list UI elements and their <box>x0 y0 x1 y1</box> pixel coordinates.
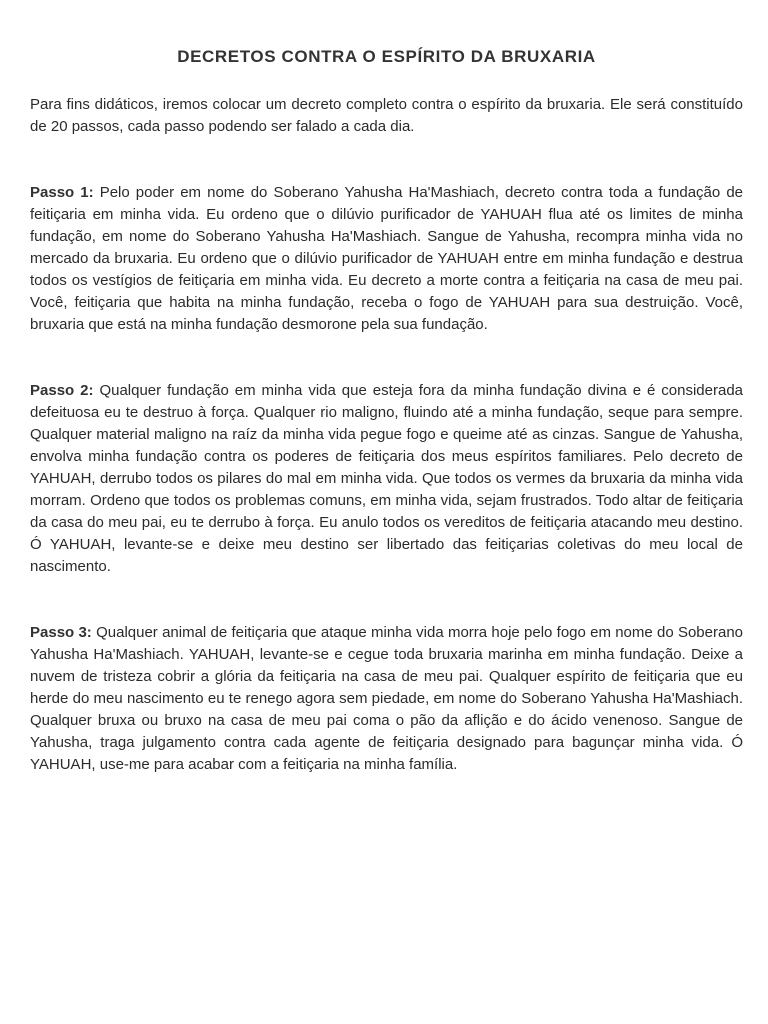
step-2-text: Qualquer fundação em minha vida que esteja fora da minha fundação divina e é considerada defeituosa eu te destruo à força. Qualquer rio maligno, fluindo até a minha fundação, seque para sempre. Qualquer material maligno na raíz da minha vida pegue fogo e queime até as cinzas. Sangue de Yahusha, envolva minha fundação contra os poderes de feitiçaria dos meus espíritos familiares. Pelo decreto de YAHUAH, derrubo todos os pilares do mal em minha vida. Que todos os vermes da bruxaria da minha vida morram. Ordeno que todos os problemas comuns, em minha vida, sejam frustrados. Todo altar de feitiçaria da casa do meu pai, eu te derrubo à força. Eu anulo todos os vereditos de feitiçaria atacando meu destino. Ó YAHUAH, levante-se e deixe meu destino ser libertado das feitiçarias coletivas do meu local de nascimento. <box>30 382 744 575</box>
step-3-text: Qualquer animal de feitiçaria que ataque minha vida morra hoje pelo fogo em nome do Soberano Yahusha Ha'Mashiach. YAHUAH, levante-se e cegue toda bruxaria marinha em minha fundação. Deixe a nuvem de tristeza cobrir a glória da feitiçaria na casa de meu pai. Qualquer espírito de feitiçaria que eu herde do meu nascimento eu te renego agora sem piedade, em nome do Soberano Yahusha Ha'Mashiach. Qualquer bruxa ou bruxo na casa de meu pai coma o pão da aflição e do ácido venenoso. Sangue de Yahusha, traga julgamento contra cada agente de feitiçaria designado para bagunçar minha vida. Ó YAHUAH, use-me para acabar com a feitiçaria na minha família. <box>30 624 744 773</box>
document-title: DECRETOS CONTRA O ESPÍRITO DA BRUXARIA <box>177 47 596 66</box>
step-1-paragraph <box>30 182 743 336</box>
step-1-label: Passo 1: <box>30 184 94 201</box>
intro-paragraph: Para fins didáticos, iremos colocar um decreto completo contra o espírito da bruxaria. Ele será constituído de 20 passos, cada passo podendo ser falado a cada dia. <box>30 96 743 135</box>
step-2-label: Passo 2: <box>30 382 94 399</box>
step-3-label: Passo 3: <box>30 624 92 641</box>
step-3-paragraph <box>30 622 743 776</box>
step-1-text: Pelo poder em nome do Soberano Yahusha Ha'Mashiach, decreto contra toda a fundação de feitiçaria em minha vida. Eu ordeno que o dilúvio purificador de YAHUAH flua até os limites de minha fundação, em nome do Soberano Yahusha Ha'Mashiach. Sangue de Yahusha, recompra minha vida no mercado da bruxaria. Eu ordeno que o dilúvio purificador de YAHUAH entre em minha fundação e destrua todos os vestígios de feitiçaria em minha vida. Eu decreto a morte contra a feitiçaria na casa de meu pai. Você, feitiçaria que habita na minha fundação, receba o fogo de YAHUAH para sua destruição. Você, bruxaria que está na minha fundação desmorone pela sua fundação. <box>30 184 744 333</box>
document-page <box>30 0 743 776</box>
step-2-paragraph <box>30 380 743 578</box>
